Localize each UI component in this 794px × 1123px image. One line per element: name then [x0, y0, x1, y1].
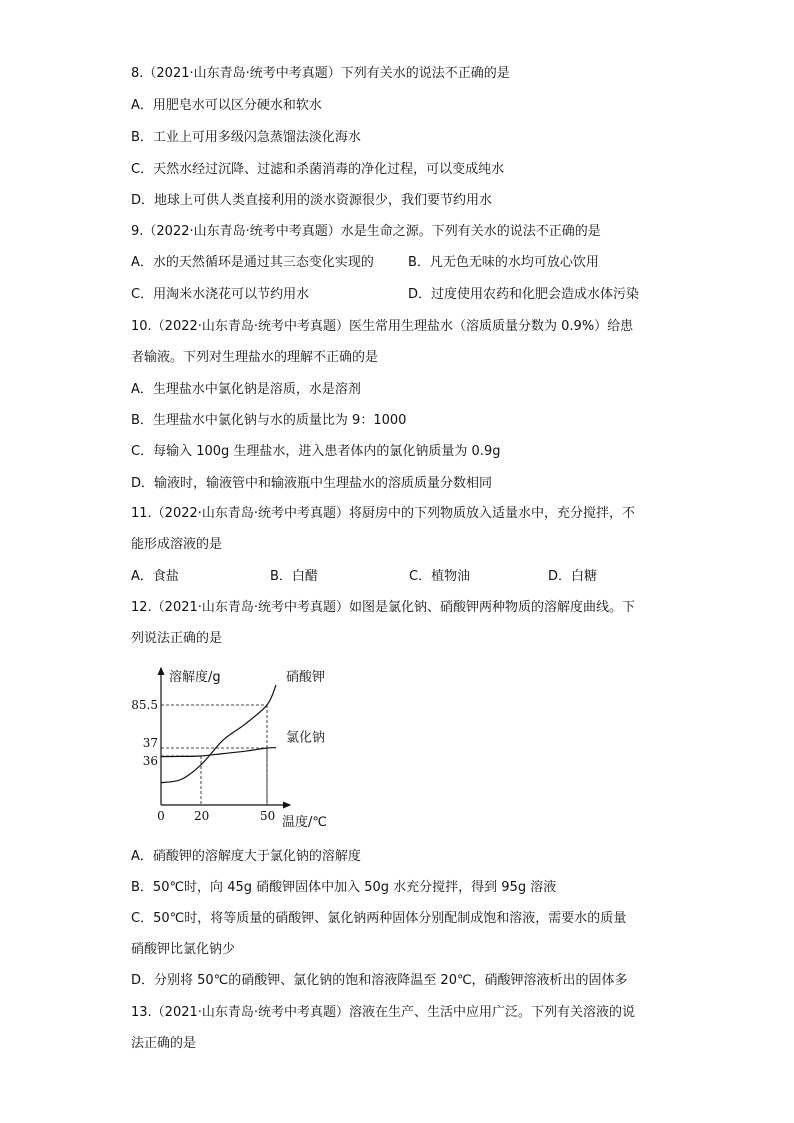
q10-option-b: B．生理盐水中氯化钠与水的质量比为 9：1000	[131, 413, 407, 428]
y-tick-label-2: 37	[142, 736, 158, 750]
q11-stem-line2: 能形成溶液的是	[131, 537, 223, 552]
q9-option-c: C．用淘米水浇花可以节约用水	[131, 287, 310, 302]
q10-stem-line1: 10.（2022·山东青岛·统考中考真题）医生常用生理盐水（溶质质量分数为 0.9%）给患	[131, 319, 634, 334]
y-tick-label-3: 36	[142, 754, 158, 768]
q8-option-c: C．天然水经过沉降、过滤和杀菌消毒的净化过程，可以变成纯水	[131, 162, 505, 177]
q10-option-d: D．输液时，输液管中和输液瓶中生理盐水的溶质质量分数相同	[131, 476, 493, 491]
q10-stem-line2: 者输液。下列对生理盐水的理解不正确的是	[131, 350, 379, 365]
q12-stem-line2: 列说法正确的是	[131, 631, 223, 646]
q8-option-a: A．用肥皂水可以区分硬水和软水	[131, 98, 322, 113]
y-axis-label: 溶解度/g	[169, 670, 221, 685]
q12-option-c-line1: C．50℃时，将等质量的硝酸钾、氯化钠两种固体分别配制成饱和溶液，需要水的质量	[131, 911, 627, 926]
series-label-2: 氯化钠	[286, 730, 326, 746]
q12-option-b: B．50℃时，向 45g 硝酸钾固体中加入 50g 水充分搅拌，得到 95g 溶液	[131, 880, 557, 895]
q12-option-a: A．硝酸钾的溶解度大于氯化钠的溶解度	[131, 849, 361, 864]
q8-option-d: D．地球上可供人类直接利用的淡水资源很少，我们要节约用水	[131, 193, 493, 208]
y-tick-label-1: 85.5	[131, 698, 158, 712]
series-line-2	[161, 748, 276, 757]
q12-stem-line1: 12.（2021·山东青岛·统考中考真题）如图是氯化钠、硝酸钾两种物质的溶解度曲线。下	[131, 600, 636, 615]
q11-option-d: D．白糖	[548, 569, 598, 584]
x-tick-label-3: 50	[260, 809, 276, 823]
q9-option-d: D．过度使用农药和化肥会造成水体污染	[408, 287, 640, 302]
q9-stem: 9.（2022·山东青岛·统考中考真题）水是生命之源。下列有关水的说法不正确的是	[131, 224, 601, 239]
q13-stem-line2: 法正确的是	[131, 1036, 197, 1051]
q12-option-d: D．分别将 50℃的硝酸钾、氯化钠的饱和溶液降温至 20℃，硝酸钾溶液析出的固体多	[131, 973, 628, 988]
q11-stem-line1: 11.（2022·山东青岛·统考中考真题）将厨房中的下列物质放入适量水中，充分搅拌，不	[131, 506, 636, 521]
q10-option-a: A．生理盐水中氯化钠是溶质，水是溶剂	[131, 382, 361, 397]
x-axis-label: 温度/℃	[282, 815, 327, 830]
q9-option-a: A．水的天然循环是通过其三态变化实现的	[131, 255, 374, 270]
q12-option-c-line2: 硝酸钾比氯化钠少	[131, 942, 236, 957]
solubility-chart	[125, 660, 355, 835]
q10-option-c: C．每输入 100g 生理盐水，进入患者体内的氯化钠质量为 0.9g	[131, 444, 501, 459]
series-layer	[161, 669, 325, 783]
q8-stem: 8.（2021·山东青岛·统考中考真题）下列有关水的说法不正确的是	[131, 66, 510, 81]
q13-stem-line1: 13.（2021·山东青岛·统考中考真题）溶液在生产、生活中应用广泛。下列有关溶液的说	[131, 1005, 636, 1020]
q11-option-a: A．食盐	[131, 569, 179, 584]
q9-option-b: B．凡无色无味的水均可放心饮用	[408, 255, 599, 270]
q11-option-c: C．植物油	[409, 569, 471, 584]
x-tick-label-1: 0	[157, 809, 165, 823]
series-label-1: 硝酸钾	[286, 670, 326, 685]
x-tick-label-2: 20	[194, 809, 210, 823]
q8-option-b: B．工业上可用多级闪急蒸馏法淡化海水	[131, 130, 361, 145]
series-line-1	[161, 685, 276, 783]
q11-option-b: B．白醋	[270, 569, 318, 584]
